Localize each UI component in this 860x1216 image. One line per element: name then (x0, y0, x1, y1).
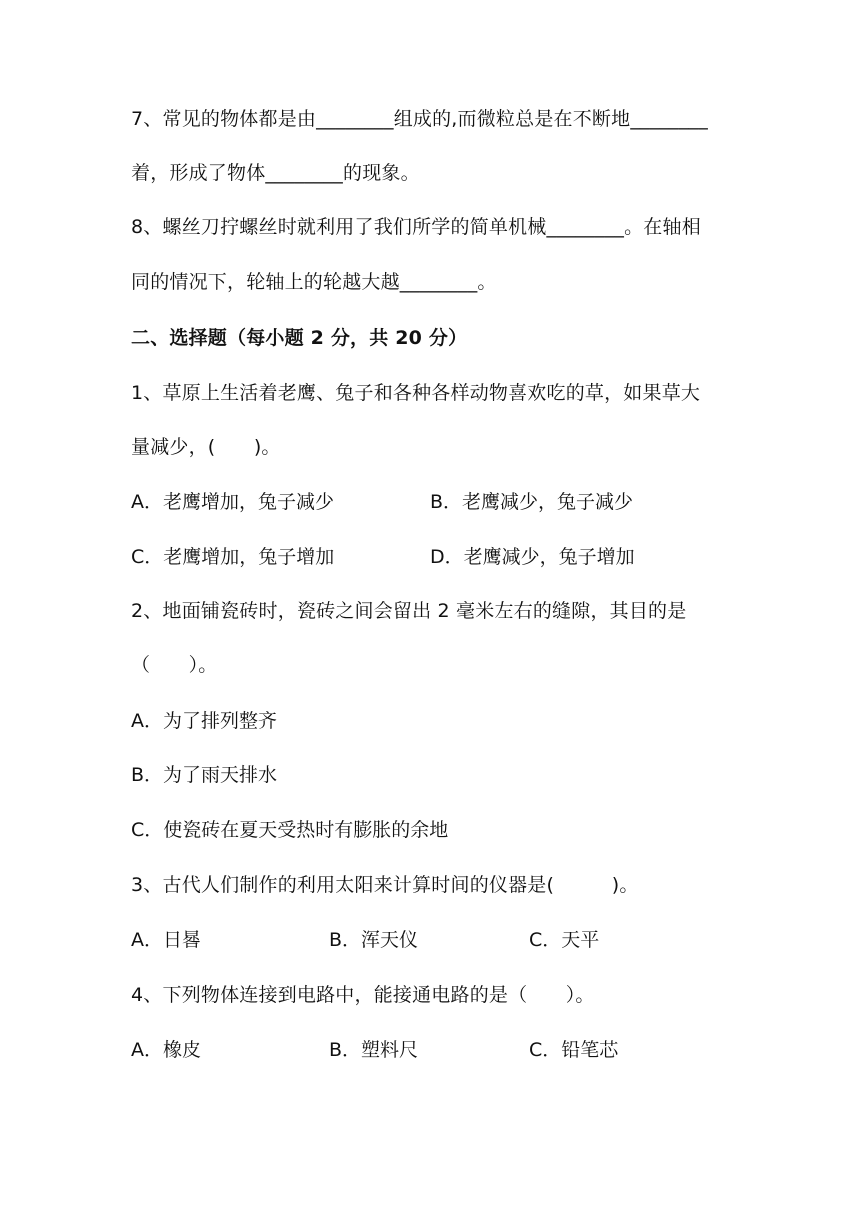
mc3-line1: 3、古代人们制作的利用太阳来计算时间的仪器是( )。 (131, 874, 639, 896)
mc3-option-b: B．浑天仪 (329, 929, 419, 951)
mc1-option-a: A．老鹰增加，兔子减少 (131, 491, 334, 513)
mc2-option-b: B．为了雨天排水 (131, 764, 278, 786)
mc2-option-a: A．为了排列整齐 (131, 710, 277, 732)
mc1-option-c: C．老鹰增加，兔子增加 (131, 546, 335, 568)
mc3-option-a: A．日晷 (131, 929, 201, 951)
mc4-line1: 4、下列物体连接到电路中，能接通电路的是（ ）。 (131, 984, 595, 1006)
mc4-option-c: C．铅笔芯 (529, 1039, 619, 1061)
mc4-option-b: B．塑料尺 (329, 1039, 419, 1061)
mc1-line2: 量减少，( )。 (131, 436, 281, 458)
mc4-option-a: A．橡皮 (131, 1039, 201, 1061)
q7-line2: 着，形成了物体________的现象。 (131, 162, 420, 184)
q7-line1: 7、常见的物体都是由________组成的,而微粒总是在不断地________ (131, 108, 708, 130)
mc1-option-d: D．老鹰减少，兔子增加 (430, 546, 635, 568)
q8-line1: 8、螺丝刀拧螺丝时就利用了我们所学的简单机械________。在轴相 (131, 216, 701, 238)
mc1-line1: 1、草原上生活着老鹰、兔子和各种各样动物喜欢吃的草，如果草大 (131, 382, 701, 404)
mc3-option-c: C．天平 (529, 929, 600, 951)
mc2-line2: （ ）。 (131, 654, 218, 676)
mc2-line1: 2、地面铺瓷砖时，瓷砖之间会留出 2 毫米左右的缝隙，其目的是 (131, 600, 687, 622)
section-title-choice: 二、选择题（每小题 2 分，共 20 分） (131, 327, 468, 349)
mc1-option-b: B．老鹰减少，兔子减少 (430, 491, 634, 513)
mc2-option-c: C．使瓷砖在夏天受热时有膨胀的余地 (131, 819, 449, 841)
q8-line2: 同的情况下，轮轴上的轮越大越________。 (131, 271, 497, 293)
